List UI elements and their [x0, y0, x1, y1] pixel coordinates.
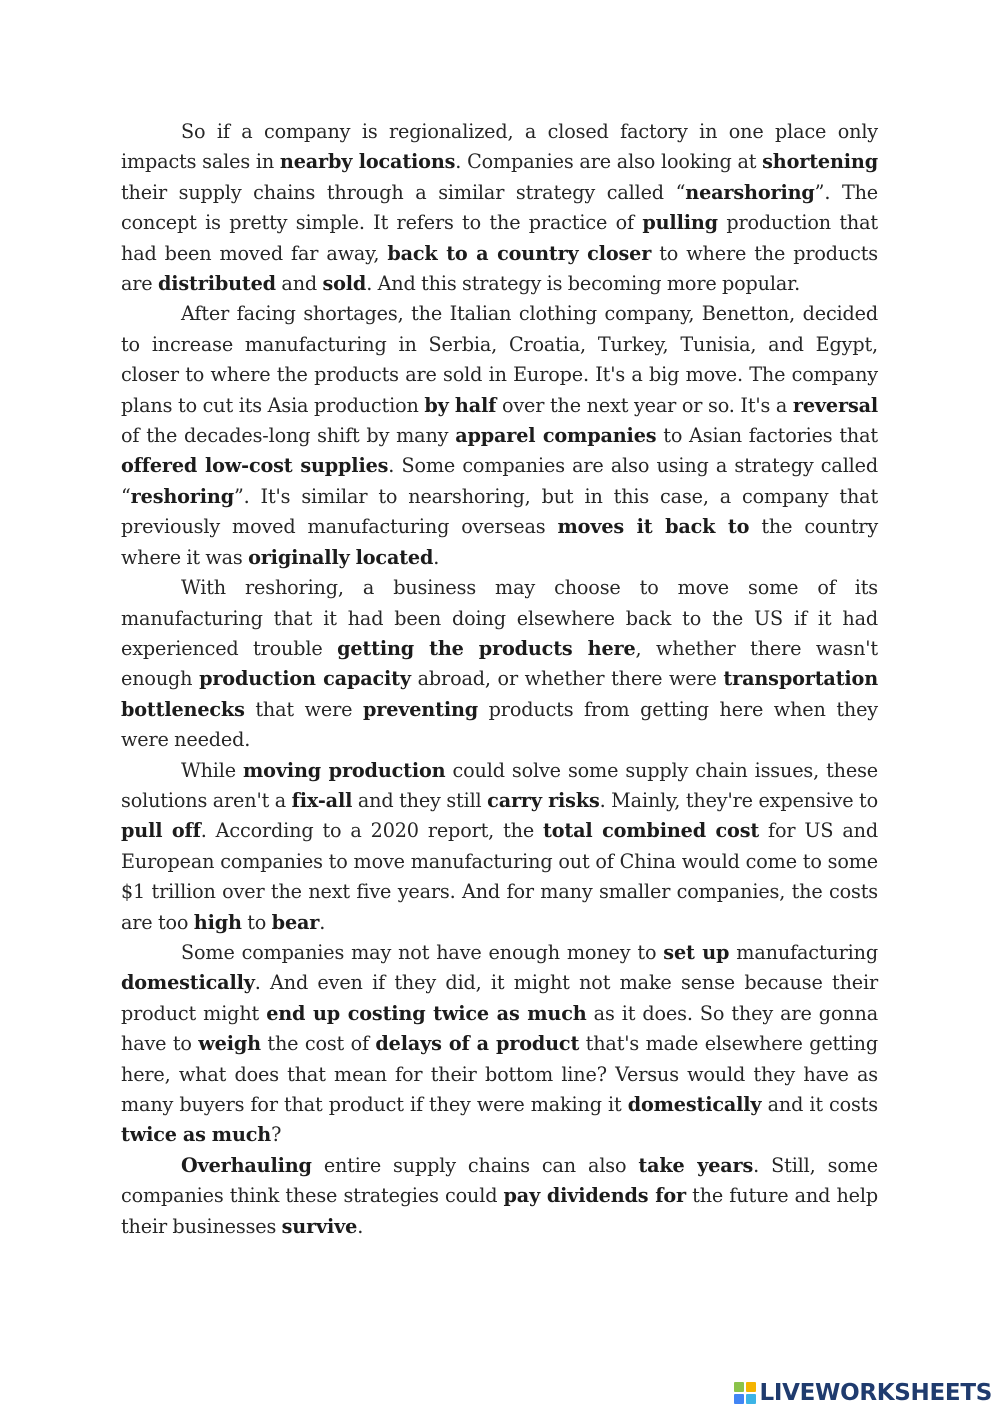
text-run: Some companies may not have enough money to: [181, 940, 664, 964]
text-run: . Companies are also looking at: [455, 150, 763, 174]
bold-phrase: take years: [638, 1153, 754, 1177]
text-run: and they still: [352, 788, 488, 812]
bold-phrase: moves it back to: [557, 515, 750, 539]
text-run: . And even if they did, it might not make sense because their product might: [121, 971, 878, 1025]
liveworksheets-watermark: [734, 1378, 992, 1408]
paragraph: [121, 573, 878, 755]
bold-phrase: bear: [271, 910, 320, 934]
text-run: . And this strategy is becoming more popular.: [366, 272, 801, 296]
bold-phrase: production capacity: [199, 667, 411, 691]
text-run: ”. The concept is pretty simple. It refers to the practice of: [121, 180, 879, 235]
text-run: production that had been moved far away,: [121, 211, 878, 265]
bold-phrase: reshoring: [130, 484, 234, 508]
text-run: manufacturing: [729, 940, 878, 964]
text-run: to: [241, 910, 272, 934]
text-run: the cost of: [260, 1032, 376, 1056]
bold-phrase: pull off: [121, 819, 201, 843]
paragraph: [121, 756, 878, 938]
bold-phrase: sold: [322, 272, 367, 296]
bold-phrase: carry risks: [487, 788, 600, 812]
bold-phrase: apparel companies: [455, 424, 657, 448]
bold-phrase: Overhauling: [181, 1153, 312, 1177]
bold-phrase: twice as much: [121, 1123, 272, 1147]
text-run: as it does. So they are gonna have to: [121, 1001, 878, 1056]
bold-phrase: weigh: [198, 1032, 261, 1056]
paragraph: [121, 938, 878, 1151]
text-run: entire supply chains can also: [311, 1153, 639, 1177]
text-run: .: [319, 910, 326, 934]
bold-phrase: by half: [424, 393, 497, 417]
bold-phrase: preventing: [362, 697, 479, 721]
text-run: the future and help their businesses: [121, 1184, 879, 1238]
text-run: . Some companies are also using a strategy called “: [121, 454, 878, 508]
bold-phrase: total combined cost: [543, 819, 760, 843]
bold-phrase: high: [193, 910, 242, 934]
text-run: the country where it was: [121, 515, 879, 569]
text-run: that's made elsewhere getting here, what does that mean for their bottom line? Versus would they have as many buyers for that product if they were making it: [121, 1032, 878, 1116]
text-run: and: [275, 272, 323, 296]
bold-phrase: nearshoring: [685, 180, 815, 204]
bold-phrase: fix-all: [291, 788, 353, 812]
text-run: for US and European companies to move manufacturing out of China would come to some $1 trillion over the next five years. And for many smaller companies, the costs are too: [121, 819, 878, 934]
bold-phrase: delays of a product: [375, 1032, 580, 1056]
text-run: . According to a 2020 report, the: [200, 819, 544, 843]
text-run: over the next year or so. It's a: [496, 393, 793, 417]
text-run: , whether there wasn't enough: [121, 636, 878, 691]
bold-phrase: pulling: [642, 211, 718, 235]
text-run: So if a company is regionalized, a closed factory in one place only impacts sales in: [121, 120, 878, 174]
text-run: With reshoring, a business may choose to move some of its manufacturing that it had been doing elsewhere back to the US if it had experienced trouble: [121, 576, 878, 660]
bold-phrase: nearby locations: [279, 150, 456, 174]
bold-phrase: back to a country closer: [387, 241, 652, 265]
text-run: could solve some supply chain issues, these solutions aren't a: [121, 758, 878, 812]
text-run: to Asian factories that: [656, 424, 878, 448]
bold-phrase: moving production: [243, 758, 446, 782]
text-run: . Still, some companies think these strategies could: [121, 1153, 878, 1208]
paragraph: [121, 1151, 878, 1242]
text-run: ”. It's similar to nearshoring, but in this case, a company that previously moved manufacturing overseas: [121, 484, 878, 539]
bold-phrase: originally located: [248, 545, 434, 569]
text-run: and it costs: [761, 1093, 879, 1116]
text-run: to where the products are: [121, 241, 878, 296]
text-run: After facing shortages, the Italian clothing company, Benetton, decided to increase manufacturing in Serbia, Croatia, Turkey, Tunisia, and Egypt, closer to where the products are sold in Europe. It's a big move. The company plans to cut its Asia production: [121, 302, 878, 417]
paragraph: [121, 299, 878, 573]
bold-phrase: reversal: [792, 393, 879, 417]
text-run: .: [433, 545, 440, 569]
bold-phrase: offered low-cost supplies: [121, 454, 389, 478]
liveworksheets-logo-icon: [734, 1382, 756, 1404]
text-run: .: [357, 1214, 364, 1238]
bold-phrase: distributed: [157, 272, 276, 296]
paragraph: [121, 117, 878, 299]
bold-phrase: domestically: [627, 1093, 762, 1116]
bold-phrase: survive: [281, 1214, 358, 1238]
text-run: products from getting here when they were needed.: [121, 697, 878, 752]
text-run: that were: [244, 697, 363, 721]
text-run: While: [181, 758, 244, 782]
bold-phrase: domestically: [121, 971, 255, 995]
bold-phrase: getting the products here: [337, 636, 636, 660]
text-run: of the decades-long shift by many: [121, 424, 456, 448]
bold-phrase: shortening: [762, 150, 878, 174]
bold-phrase: pay dividends for: [503, 1184, 686, 1208]
worksheet-page: [121, 117, 878, 1242]
text-run: abroad, or whether there were: [410, 667, 724, 691]
bold-phrase: end up costing twice as much: [266, 1001, 587, 1025]
bold-phrase: set up: [663, 940, 730, 964]
text-run: ?: [271, 1123, 282, 1147]
text-run: their supply chains through a similar strategy called “: [121, 180, 686, 204]
watermark-text: LIVEWORKSHEETS: [759, 1380, 992, 1406]
bold-phrase: transportation bottlenecks: [121, 667, 878, 721]
text-run: . Mainly, they're expensive to: [599, 788, 879, 812]
